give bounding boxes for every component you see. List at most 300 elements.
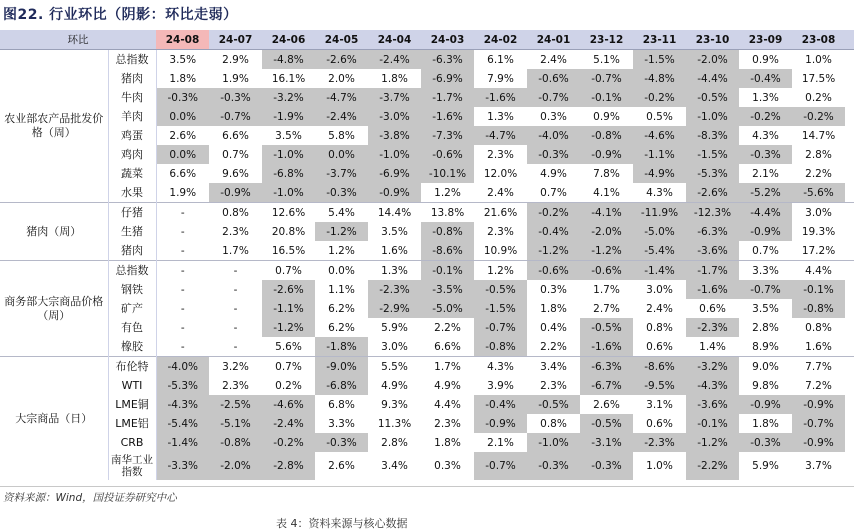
table-row [0, 50, 854, 70]
value-cell: 3.1% [646, 398, 673, 411]
value-cell: 2.6% [169, 129, 197, 142]
row-pad [845, 203, 854, 223]
value-cell: -3.7% [368, 88, 421, 107]
value-cell: 1.8% [434, 436, 461, 449]
table-row [0, 452, 854, 480]
value-cell: 20.8% [271, 225, 306, 238]
value-cell: 3.5% [381, 225, 408, 238]
value-cell: -5.1% [209, 414, 262, 433]
value-cell: 9.3% [381, 398, 408, 411]
value-cell: 6.8% [328, 398, 355, 411]
table-row [0, 433, 854, 452]
value-cell: 6.2% [328, 321, 355, 334]
value-cell: -0.7% [474, 318, 527, 337]
value-cell: -1.2% [686, 433, 739, 452]
value-cell: 1.9% [222, 72, 249, 85]
value-cell: -1.2% [315, 222, 368, 241]
row-label: 钢铁 [108, 280, 156, 299]
row-pad [845, 50, 854, 70]
value-cell: 0.7% [262, 261, 315, 281]
value-cell: -0.2% [792, 107, 845, 126]
value-cell: 1.3% [487, 110, 514, 123]
value-cell: -1.1% [633, 145, 686, 164]
row-label: 南华工业指数 [108, 452, 156, 480]
value-cell: -5.6% [792, 183, 845, 203]
value-cell: -6.8% [315, 376, 368, 395]
value-cell: -0.8% [580, 126, 633, 145]
value-cell: 1.0% [792, 50, 845, 70]
value-cell: -0.8% [792, 299, 845, 318]
row-label: 水果 [108, 183, 156, 203]
value-cell: -4.4% [686, 69, 739, 88]
value-cell: -0.7% [474, 452, 527, 480]
value-cell: -4.7% [315, 88, 368, 107]
month-header: 24-03 [421, 30, 474, 50]
value-cell: - [180, 225, 185, 238]
table-row [0, 222, 854, 241]
value-cell: 3.3% [739, 261, 792, 281]
row-pad [845, 126, 854, 145]
row-pad [845, 280, 854, 299]
value-cell: 0.8% [540, 417, 567, 430]
value-cell: -0.3% [315, 433, 368, 452]
value-cell: 1.2% [474, 261, 527, 281]
value-cell: 7.9% [487, 72, 514, 85]
table-row [0, 261, 854, 281]
value-cell: -1.4% [156, 433, 209, 452]
value-cell: -0.4% [527, 222, 580, 241]
value-cell: -8.6% [633, 357, 686, 377]
value-cell: 1.9% [169, 186, 197, 199]
table-row [0, 145, 854, 164]
row-pad [845, 261, 854, 281]
value-cell: -1.5% [474, 299, 527, 318]
value-cell: 3.5% [156, 50, 209, 70]
row-pad [845, 183, 854, 203]
row-pad [845, 222, 854, 241]
table-row [0, 318, 854, 337]
value-cell: 8.9% [752, 340, 779, 353]
value-cell: -4.9% [633, 164, 686, 183]
value-cell: - [180, 340, 185, 353]
value-cell: -10.1% [421, 164, 474, 183]
value-cell: -2.4% [262, 414, 315, 433]
value-cell: - [180, 321, 185, 334]
value-cell: 0.0% [315, 261, 368, 281]
value-cell: 0.7% [222, 148, 249, 161]
month-header: 24-01 [527, 30, 580, 50]
value-cell: 3.5% [275, 129, 302, 142]
value-cell: -6.9% [421, 69, 474, 88]
value-cell: -0.1% [792, 280, 845, 299]
value-cell: -1.6% [686, 280, 739, 299]
row-pad [845, 299, 854, 318]
value-cell: -2.5% [209, 395, 262, 414]
value-cell: -0.3% [315, 183, 368, 203]
value-cell: -5.4% [156, 414, 209, 433]
value-cell: -0.9% [792, 395, 845, 414]
value-cell: -5.4% [633, 241, 686, 261]
value-cell: -9.5% [633, 376, 686, 395]
row-pad [845, 318, 854, 337]
table-row [0, 88, 854, 107]
value-cell: -4.7% [474, 126, 527, 145]
month-header: 24-07 [209, 30, 262, 50]
row-pad [845, 414, 854, 433]
value-cell: -1.6% [421, 107, 474, 126]
value-cell: 2.8% [805, 148, 832, 161]
value-cell: 21.6% [474, 203, 527, 223]
month-header: 23-09 [739, 30, 792, 50]
value-cell: 4.4% [792, 261, 845, 281]
value-cell: 6.2% [328, 302, 355, 315]
value-cell: 2.3% [434, 417, 461, 430]
value-cell: 2.0% [328, 72, 355, 85]
value-cell: 6.6% [169, 167, 197, 180]
value-cell: -0.2% [633, 88, 686, 107]
value-cell: 1.2% [328, 244, 355, 257]
row-label: WTI [108, 376, 156, 395]
value-cell: -4.1% [580, 203, 633, 223]
value-cell: - [156, 203, 209, 223]
value-cell: 2.6% [593, 398, 620, 411]
value-cell: 1.0% [646, 460, 673, 472]
value-cell: -1.9% [262, 107, 315, 126]
value-cell: -0.7% [580, 69, 633, 88]
value-cell: -6.7% [580, 376, 633, 395]
value-cell: 0.8% [646, 321, 673, 334]
value-cell: -2.0% [209, 452, 262, 480]
value-cell: 0.3% [540, 110, 567, 123]
value-cell: -3.3% [156, 452, 209, 480]
value-cell: 2.3% [222, 225, 249, 238]
value-cell: -3.2% [686, 357, 739, 377]
table-row [0, 241, 854, 261]
value-cell: -0.3% [580, 452, 633, 480]
row-pad [845, 241, 854, 261]
value-cell: -0.9% [368, 183, 421, 203]
row-pad [845, 145, 854, 164]
value-cell: -2.3% [368, 280, 421, 299]
value-cell: 5.9% [752, 460, 779, 472]
value-cell: -2.8% [262, 452, 315, 480]
month-header: 24-06 [262, 30, 315, 50]
value-cell: -3.2% [262, 88, 315, 107]
value-cell: -0.5% [527, 395, 580, 414]
value-cell: 10.9% [483, 244, 518, 257]
value-cell: -3.7% [315, 164, 368, 183]
value-cell: -4.0% [527, 126, 580, 145]
month-header: 24-05 [315, 30, 368, 50]
value-cell: -4.3% [156, 395, 209, 414]
table-row [0, 280, 854, 299]
header-pad [845, 30, 854, 50]
row-label: 矿产 [108, 299, 156, 318]
row-label: LME铝 [108, 414, 156, 433]
value-cell: -0.6% [580, 261, 633, 281]
month-header: 23-10 [686, 30, 739, 50]
row-label: 猪肉 [108, 69, 156, 88]
value-cell: -1.2% [580, 241, 633, 261]
value-cell: 4.9% [434, 379, 461, 392]
corner-header: 环比 [0, 30, 156, 50]
value-cell: -1.5% [686, 145, 739, 164]
value-cell: -8.6% [421, 241, 474, 261]
value-cell: -0.6% [527, 69, 580, 88]
value-cell: 9.0% [739, 357, 792, 377]
value-cell: -1.0% [262, 183, 315, 203]
value-cell: -4.8% [633, 69, 686, 88]
value-cell: 2.7% [593, 302, 620, 315]
month-header: 23-12 [580, 30, 633, 50]
value-cell: -6.8% [262, 164, 315, 183]
table-row [0, 126, 854, 145]
row-label: 鸡蛋 [108, 126, 156, 145]
value-cell: -3.8% [368, 126, 421, 145]
value-cell: 16.5% [271, 244, 306, 257]
value-cell: -0.3% [527, 452, 580, 480]
row-label: 有色 [108, 318, 156, 337]
value-cell: 16.1% [271, 72, 306, 85]
value-cell: 2.4% [646, 302, 673, 315]
value-cell: -1.5% [633, 50, 686, 70]
value-cell: 2.2% [540, 340, 567, 353]
value-cell: -1.0% [262, 145, 315, 164]
row-pad [845, 69, 854, 88]
value-cell: 2.3% [487, 148, 514, 161]
value-cell: -9.0% [315, 357, 368, 377]
table-row [0, 376, 854, 395]
value-cell: 1.3% [752, 91, 779, 104]
value-cell: 1.8% [540, 302, 567, 315]
value-cell: 3.4% [527, 357, 580, 377]
row-label: 蔬菜 [108, 164, 156, 183]
value-cell: 0.7% [540, 186, 567, 199]
row-pad [845, 107, 854, 126]
value-cell: 2.4% [527, 50, 580, 70]
value-cell: 14.4% [368, 203, 421, 223]
value-cell: -1.7% [421, 88, 474, 107]
value-cell: 7.7% [792, 357, 845, 377]
value-cell: 0.9% [739, 50, 792, 70]
value-cell: -6.3% [421, 50, 474, 70]
value-cell: -0.9% [739, 395, 792, 414]
value-cell: -3.1% [580, 433, 633, 452]
row-label: 仔猪 [108, 203, 156, 223]
value-cell: 1.4% [699, 340, 726, 353]
value-cell: 1.7% [593, 283, 620, 296]
value-cell: 3.4% [381, 460, 408, 472]
value-cell: 13.8% [421, 203, 474, 223]
value-cell: -0.1% [580, 88, 633, 107]
value-cell: 17.2% [801, 244, 836, 257]
group-label: 大宗商品（日） [0, 357, 108, 481]
row-pad [845, 337, 854, 357]
value-cell: 1.3% [368, 261, 421, 281]
value-cell: 2.8% [752, 321, 779, 334]
value-cell: 3.5% [752, 302, 779, 315]
value-cell: -3.5% [421, 280, 474, 299]
value-cell: -1.6% [474, 88, 527, 107]
value-cell: 3.2% [209, 357, 262, 377]
value-cell: 0.6% [646, 340, 673, 353]
value-cell: 4.3% [474, 357, 527, 377]
value-cell: 5.5% [368, 357, 421, 377]
month-header: 23-11 [633, 30, 686, 50]
value-cell: 9.8% [752, 379, 779, 392]
value-cell: -1.6% [580, 337, 633, 357]
row-pad [845, 376, 854, 395]
value-cell: -5.3% [686, 164, 739, 183]
value-cell: -0.5% [686, 88, 739, 107]
value-cell: 1.1% [328, 283, 355, 296]
value-cell: 2.9% [209, 50, 262, 70]
value-cell: 0.4% [540, 321, 567, 334]
value-cell: -4.3% [686, 376, 739, 395]
row-label: 布伦特 [108, 357, 156, 377]
value-cell: 12.6% [262, 203, 315, 223]
value-cell: 12.0% [483, 167, 518, 180]
value-cell: 3.3% [328, 417, 355, 430]
table-row [0, 357, 854, 377]
row-label: 羊肉 [108, 107, 156, 126]
value-cell: 0.2% [275, 379, 302, 392]
value-cell: 5.6% [275, 340, 302, 353]
value-cell: -1.0% [368, 145, 421, 164]
value-cell: -2.0% [580, 222, 633, 241]
value-cell: -2.2% [686, 452, 739, 480]
value-cell: -3.6% [686, 241, 739, 261]
row-label: CRB [108, 433, 156, 452]
value-cell: -1.8% [315, 337, 368, 357]
value-cell: -0.8% [474, 337, 527, 357]
value-cell: - [233, 283, 238, 296]
group-label: 猪肉（周） [0, 203, 108, 261]
source-note: 资料来源：Wind，国投证券研究中心 [3, 492, 177, 504]
table-row [0, 164, 854, 183]
table-row [0, 69, 854, 88]
row-pad [845, 88, 854, 107]
table-row [0, 203, 854, 223]
value-cell: 0.7% [752, 244, 779, 257]
group-label: 农业部农产品批发价格（周） [0, 50, 108, 203]
caption-fragment: 表 4：资料来源与核心数据 [276, 517, 408, 530]
value-cell: -6.3% [580, 357, 633, 377]
value-cell: -1.1% [262, 299, 315, 318]
table-bottom-rule [0, 486, 854, 487]
value-cell: - [180, 302, 185, 315]
value-cell: 4.9% [540, 167, 567, 180]
row-label: LME铜 [108, 395, 156, 414]
value-cell: 3.0% [646, 283, 673, 296]
value-cell: -0.5% [580, 414, 633, 433]
value-cell: 2.3% [222, 379, 249, 392]
row-label: 总指数 [108, 50, 156, 70]
value-cell: -0.4% [739, 69, 792, 88]
value-cell: 5.1% [580, 50, 633, 70]
value-cell: 7.2% [805, 379, 832, 392]
value-cell: -8.3% [686, 126, 739, 145]
value-cell: -2.4% [315, 107, 368, 126]
value-cell: - [209, 261, 262, 281]
value-cell: - [233, 321, 238, 334]
value-cell: -0.4% [474, 395, 527, 414]
value-cell: -5.0% [633, 222, 686, 241]
value-cell: -0.7% [209, 107, 262, 126]
value-cell: 3.9% [487, 379, 514, 392]
value-cell: 0.6% [646, 417, 673, 430]
table-row [0, 337, 854, 357]
value-cell: 0.3% [540, 283, 567, 296]
value-cell: -5.2% [739, 183, 792, 203]
row-pad [845, 452, 854, 480]
value-cell: -5.0% [421, 299, 474, 318]
value-cell: 7.8% [593, 167, 620, 180]
value-cell: -6.3% [686, 222, 739, 241]
value-cell: -4.6% [633, 126, 686, 145]
value-cell: -0.9% [792, 433, 845, 452]
value-cell: -1.2% [262, 318, 315, 337]
row-label: 鸡肉 [108, 145, 156, 164]
value-cell: -0.7% [792, 414, 845, 433]
value-cell: -12.3% [686, 203, 739, 223]
value-cell: -0.8% [421, 222, 474, 241]
value-cell: -4.8% [262, 50, 315, 70]
value-cell: 9.6% [222, 167, 249, 180]
value-cell: -4.6% [262, 395, 315, 414]
table-row [0, 414, 854, 433]
value-cell: -0.2% [262, 433, 315, 452]
row-pad [845, 164, 854, 183]
value-cell: - [233, 302, 238, 315]
value-cell: 4.3% [752, 129, 779, 142]
value-cell: -1.0% [686, 107, 739, 126]
value-cell: -2.6% [262, 280, 315, 299]
row-pad [845, 433, 854, 452]
value-cell: - [180, 244, 185, 257]
value-cell: -0.2% [527, 203, 580, 223]
value-cell: -2.3% [686, 318, 739, 337]
row-label: 猪肉 [108, 241, 156, 261]
table-row [0, 107, 854, 126]
value-cell: -2.6% [315, 50, 368, 70]
value-cell: 5.9% [381, 321, 408, 334]
value-cell: 0.6% [699, 302, 726, 315]
value-cell: 19.3% [801, 225, 836, 238]
value-cell: -0.7% [739, 280, 792, 299]
value-cell: 2.3% [540, 379, 567, 392]
data-table [0, 30, 854, 480]
value-cell: 0.9% [593, 110, 620, 123]
value-cell: 6.6% [222, 129, 249, 142]
value-cell: 0.2% [805, 91, 832, 104]
value-cell: 11.3% [377, 417, 412, 430]
value-cell: 2.8% [381, 436, 408, 449]
value-cell: 2.1% [752, 167, 779, 180]
value-cell: -0.5% [474, 280, 527, 299]
value-cell: -0.8% [209, 433, 262, 452]
value-cell: 17.5% [801, 72, 836, 85]
value-cell: 3.7% [805, 460, 832, 472]
value-cell: -0.3% [739, 145, 792, 164]
table-row [0, 299, 854, 318]
value-cell: -0.6% [421, 145, 474, 164]
value-cell: -3.0% [368, 107, 421, 126]
value-cell: 2.3% [487, 225, 514, 238]
value-cell: -0.9% [739, 222, 792, 241]
value-cell: -0.3% [209, 88, 262, 107]
value-cell: -0.9% [474, 414, 527, 433]
